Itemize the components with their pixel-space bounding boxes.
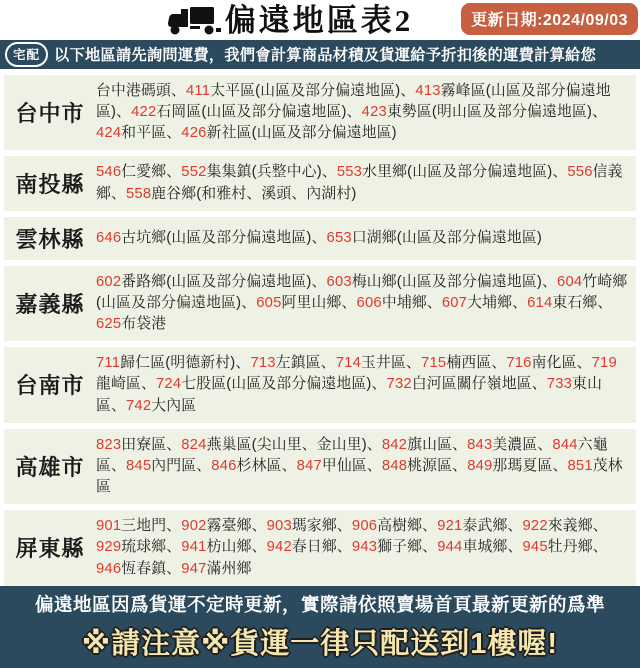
postal-code: 823 <box>96 436 122 453</box>
postal-code: 944 <box>437 539 463 556</box>
truck-icon <box>167 5 221 35</box>
postal-code: 603 <box>326 273 352 290</box>
postal-code: 411 <box>185 83 211 99</box>
postal-code: 732 <box>386 376 412 393</box>
region-details: 711歸仁區(明德新村)、713左鎮區、714玉井區、715楠西區、716南化區、719龍崎區、724七股區(山區及部分偏遠地區)、732白河區關仔嶺地區、733東山區、742大內區 <box>96 355 617 414</box>
postal-code: 842 <box>381 436 408 453</box>
title-wrap <box>167 2 414 38</box>
postal-code: 413 <box>415 83 441 99</box>
postal-code: 844 <box>552 436 578 453</box>
table-row <box>4 75 636 150</box>
postal-code: 742 <box>126 397 152 414</box>
postal-code: 713 <box>250 355 276 372</box>
postal-code: 947 <box>181 560 207 577</box>
postal-code: 604 <box>557 273 583 290</box>
postal-code: 711 <box>96 355 121 372</box>
notice-bar <box>0 40 640 69</box>
postal-code: 843 <box>467 436 493 453</box>
region-name: 屏東縣 <box>15 536 85 562</box>
region-details: 823田寮區、824燕巢區(尖山里、金山里)、842旗山區、843美濃區、844六龜區、845內門區、846杉林區、847甲仙區、848桃源區、849那瑪夏區、851茂林區 <box>96 436 623 496</box>
postal-code: 848 <box>381 457 408 474</box>
postal-code: 556 <box>567 164 593 181</box>
postal-code: 424 <box>96 125 122 142</box>
postal-code: 422 <box>131 104 157 121</box>
postal-code: 929 <box>96 539 122 556</box>
postal-code: 845 <box>126 457 152 474</box>
postal-code: 607 <box>441 294 468 311</box>
region-name: 雲林縣 <box>15 226 85 252</box>
update-date-badge: 更新日期:2024/09/03 <box>461 3 638 35</box>
postal-code: 903 <box>266 518 292 535</box>
page-title: 偏遠地區表2 <box>224 2 414 38</box>
postal-code: 824 <box>181 436 207 453</box>
postal-code: 849 <box>467 457 493 474</box>
postal-code: 653 <box>326 229 352 246</box>
postal-code: 902 <box>181 518 207 535</box>
postal-code: 847 <box>296 457 322 474</box>
postal-code: 846 <box>211 457 237 474</box>
postal-code: 724 <box>156 376 182 393</box>
postal-code: 714 <box>335 355 362 372</box>
postal-code: 901 <box>96 518 122 535</box>
table-row <box>4 429 636 504</box>
postal-code: 941 <box>181 539 207 556</box>
postal-code: 625 <box>96 316 122 333</box>
region-details: 546仁愛鄉、552集集鎮(兵整中心)、553水里鄉(山區及部分偏遠地區)、556信義鄉、558鹿谷鄉(和雅村、溪頭、內湖村) <box>96 164 623 202</box>
postal-code: 602 <box>96 273 122 290</box>
remote-area-table <box>0 69 640 586</box>
table-row <box>4 156 636 210</box>
postal-code: 906 <box>351 518 378 535</box>
postal-code: 851 <box>567 457 593 474</box>
notice-text: 以下地區請先詢問運費，我們會計算商品材積及貨運給予折扣後的運費計算給您 <box>54 47 597 64</box>
region-details: 646古坑鄉(山區及部分偏遠地區)、653口湖鄉(山區及部分偏遠地區) <box>96 229 543 246</box>
postal-code: 715 <box>421 355 447 372</box>
postal-code: 921 <box>437 518 463 535</box>
table-row <box>4 266 636 341</box>
postal-code: 946 <box>96 560 122 577</box>
table-row <box>4 510 636 585</box>
footer-warning: ※請注意※貨運一律只配送到1樓喔! <box>81 628 559 661</box>
postal-code: 423 <box>361 104 387 121</box>
postal-code: 605 <box>256 294 282 311</box>
home-delivery-badge: 宅配 <box>5 42 48 67</box>
region-details: 602番路鄉(山區及部分偏遠地區)、603梅山鄉(山區及部分偏遠地區)、604竹崎鄉(山區及部分偏遠地區)、605阿里山鄉、606中埔鄉、607大埔鄉、614東石鄉、625布袋港 <box>96 273 628 333</box>
region-name: 台南市 <box>15 373 85 399</box>
postal-code: 552 <box>181 164 207 181</box>
table-row <box>4 217 636 260</box>
region-name: 南投縣 <box>15 172 85 198</box>
postal-code: 546 <box>96 164 122 181</box>
region-name: 嘉義縣 <box>15 292 85 318</box>
postal-code: 558 <box>126 185 152 202</box>
postal-code: 606 <box>356 294 382 311</box>
region-name: 台中市 <box>15 101 85 127</box>
postal-code: 942 <box>266 539 292 556</box>
region-details: 台中港碼頭、411太平區(山區及部分偏遠地區)、413霧峰區(山區及部分偏遠地區)、422石岡區(山區及部分偏遠地區)、423東勢區(明山區及部分偏遠地區)、424和平區、426新社區(山區及部分偏遠地區) <box>96 83 611 142</box>
postal-code: 733 <box>546 376 573 393</box>
footer <box>0 586 640 668</box>
table-row <box>4 347 636 422</box>
postal-code: 922 <box>522 518 548 535</box>
header <box>0 0 640 40</box>
region-details: 901三地門、902霧臺鄉、903瑪家鄉、906高樹鄉、921泰武鄉、922來義鄉、929琉球鄉、941枋山鄉、942春日鄉、943獅子鄉、944車城鄉、945牡丹鄉、946恆春鎮、947滿州鄉 <box>96 518 608 577</box>
footer-update-note: 偏遠地區因爲貨運不定時更新，實際請依照賣場首頁最新更新的爲準 <box>34 594 605 616</box>
postal-code: 945 <box>522 539 548 556</box>
postal-code: 426 <box>181 125 207 142</box>
postal-code: 614 <box>527 294 553 311</box>
postal-code: 646 <box>96 229 122 246</box>
postal-code: 719 <box>591 355 617 372</box>
postal-code: 943 <box>351 539 378 556</box>
postal-code: 716 <box>506 355 532 372</box>
region-name: 高雄市 <box>15 454 85 480</box>
postal-code: 553 <box>336 164 363 181</box>
